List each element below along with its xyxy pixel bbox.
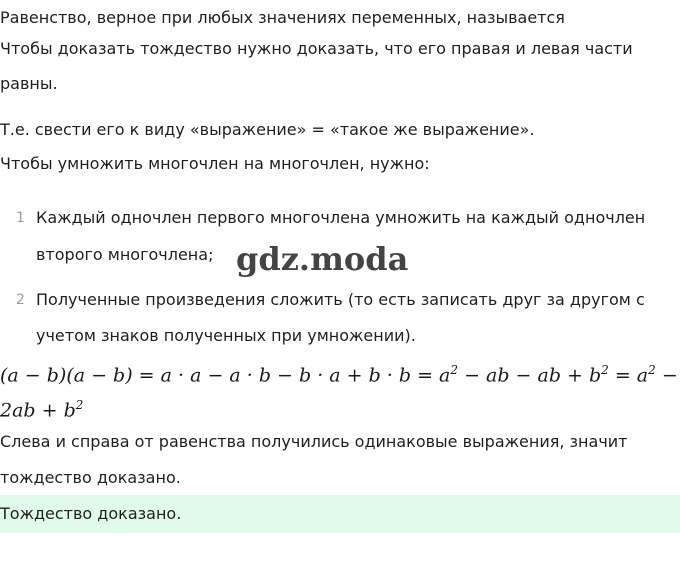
conclusion-line-1: Слева и справа от равенства получились одинаковые выражения, значит [0,432,628,451]
intro-line-1: Равенство, верное при любых значениях переменных, называется [0,8,565,27]
conclusion-line-2: тождество доказано. [0,468,181,487]
intro-line-5: Чтобы умножить многочлен на многочлен, нужно: [0,154,430,173]
formula-line-2: $2ab + b^2$ [0,398,84,422]
list-item-number: 2 [16,292,25,308]
list-item-text: Полученные произведения сложить (то есть записать друг за другом с [36,290,645,309]
list-item-number: 1 [16,210,25,226]
watermark-logo: gdz.moda [236,240,409,278]
list-item-text: второго многочлена; [36,245,214,264]
intro-line-3: равны. [0,74,58,93]
list-item-text: учетом знаков полученных при умножении). [36,326,416,345]
intro-line-2: Чтобы доказать тождество нужно доказать, что его правая и левая части [0,39,633,58]
list-item-text: Каждый одночлен первого многочлена умножить на каждый одночлен [36,208,646,227]
answer-box: Тождество доказано. [0,495,680,533]
intro-line-4: Т.е. свести его к виду «выражение» = «такое же выражение». [0,120,535,139]
formula-line-1: $(a - b)(a - b) = a \cdot a - a \cdot b - b \cdot a + b \cdot b = a^2$ − ab − ab + $b^2 = a^2$ − [0,363,678,387]
